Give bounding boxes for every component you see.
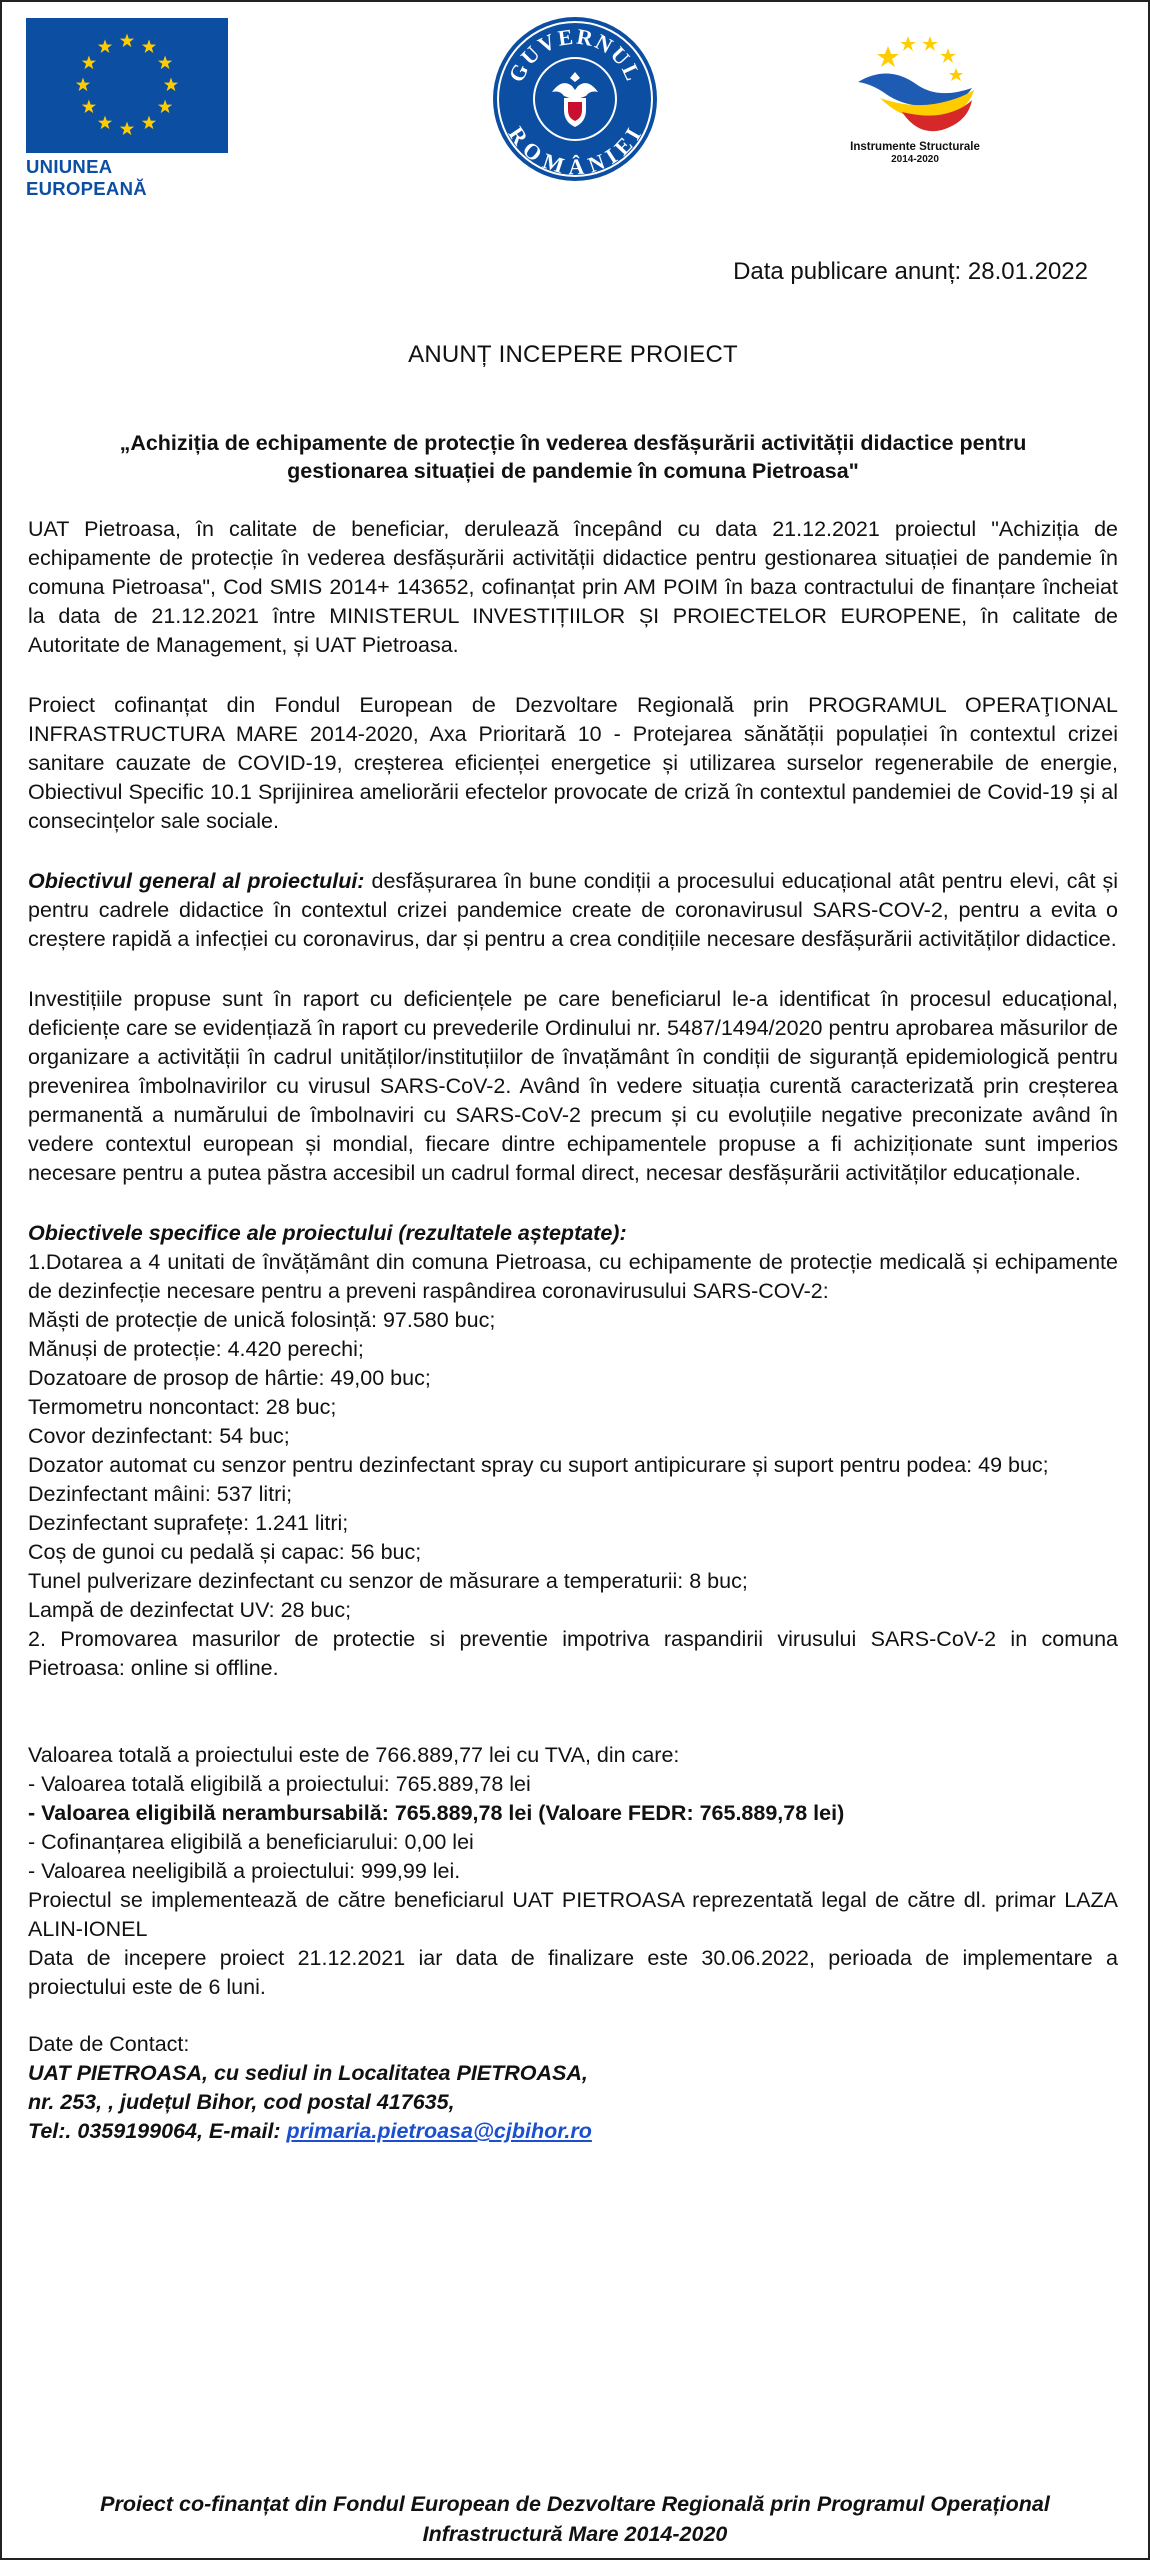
specific-objectives: [28, 1219, 1118, 1683]
instrumente-structurale-logo: [840, 24, 990, 165]
project-title: „Achiziția de echipamente de protecție în vederea desfășurării activității didactice pentru gestionarea situației de pandemie în comuna Pietroasa": [119, 431, 1027, 483]
contact-phone: Tel:. 0359199064, E-mail:: [28, 2119, 287, 2143]
contact-email-link[interactable]: primaria.pietroasa@cjbihor.ro: [286, 2119, 592, 2143]
eu-caption: UNIUNEA EUROPEANĂ: [26, 156, 147, 199]
investments-paragraph: Investițiile propuse sunt în raport cu deficiențele pe care beneficiarul le-a identificat în procesul educațional, deficiențe care se evidențiază în raport cu prevederile Ordinului nr. 5487/1494/2020 pentru aprobarea măsurilor de organizare a activității în cadrul unităților/instituțiilor de învațământ în condiții de siguranță epidemiologică pentru prevenirea îmbolnavirilor cu virusul SARS-CoV-2. Având în vedere situația curentă caracterizată prin creșterea permanentă a numărului de îmbolnaviri cu SARS-CoV-2 precum și cu evoluțiile negative preconizate având în vedere contextul european și mondial, fiecare dintre echipamentele propuse a fi achiziționate sunt imperios necesare pentru a putea păstra accesibil un cadrul formal direct, necesar desfășurării activităților educaționale.: [28, 987, 1118, 1185]
page-title: ANUNȚ INCEPERE PROIECT: [408, 341, 738, 368]
svg-text:ROMÂNIEI: ROMÂNIEI: [503, 122, 647, 180]
instrumente-years: 2014-2020: [891, 154, 939, 165]
cofinancing-value: - Cofinanțarea eligibilă a beneficiarului: 0,00 lei: [28, 1830, 474, 1854]
equipment-item: Coș de gunoi cu pedală și capac: 56 buc;: [28, 1540, 422, 1564]
general-objective-label: Obiectivul general al proiectului:: [28, 869, 365, 893]
eu-flag-icon: [26, 18, 228, 153]
total-value: Valoarea totală a proiectului este de 766.889,77 lei cu TVA, din care:: [28, 1743, 680, 1767]
contact-phone-line: [28, 2117, 1118, 2146]
footer-line-1: Proiect co-finanțat din Fondul European de Dezvoltare Regională prin Programul Operațional: [100, 2492, 1050, 2516]
contact-postal-line: nr. 253, , județul Bihor, cod postal 417635,: [28, 2090, 455, 2114]
specific-objectives-heading: Obiectivele specifice ale proiectului (rezultatele așteptate):: [28, 1221, 627, 1245]
objective-item-2: 2. Promovarea masurilor de protectie si preventie impotriva raspandirii virusului SARS-CoV-2 in comuna Pietroasa: online si offline.: [28, 1627, 1118, 1680]
instrumente-caption: Instrumente Structurale: [850, 141, 980, 153]
government-logo: [490, 14, 660, 184]
equipment-item: Mănuși de protecție: 4.420 perechi;: [28, 1337, 364, 1361]
equipment-item: Dezinfectant suprafețe: 1.241 litri;: [28, 1511, 349, 1535]
equipment-item: Lampă de dezinfectat UV: 28 buc;: [28, 1598, 352, 1622]
equipment-item: Tunel pulverizare dezinfectant cu senzor de măsurare a temperaturii: 8 buc;: [28, 1569, 748, 1593]
contact-block: [28, 2030, 1118, 2146]
government-seal-icon: [490, 14, 660, 184]
contact-address-line: UAT PIETROASA, cu sediul in Localitatea PIETROASA,: [28, 2061, 588, 2085]
publication-date: Data publicare anunț: 28.01.2022: [733, 258, 1088, 285]
funding-paragraph: Proiect cofinanțat din Fondul European de Dezvoltare Regională prin PROGRAMUL OPERAŢIONAL INFRASTRUCTURA MARE 2014-2020, Axa Prioritară 10 - Protejarea sănătății populației în contextul crizei sanitare cauzate de COVID-19, creșterea eficienței energetice și utilizarea surselor regenerabile de energie, Obiectivul Specific 10.1 Sprijinirea ameliorării efectelor provocate de criză în contextul pandemiei de Covid-19 și al consecințelor sale sociale.: [28, 693, 1118, 833]
equipment-item: Măști de protecție de unică folosință: 97.580 buc;: [28, 1308, 496, 1332]
announcement-content: [28, 257, 1118, 2146]
implementation-period: Data de incepere proiect 21.12.2021 iar data de finalizare este 30.06.2022, perioada de implementare a proiectului este de 6 luni.: [28, 1946, 1118, 1999]
objective-item-1: 1.Dotarea a 4 unitati de învățământ din comuna Pietroasa, cu echipamente de protecție medicală și echipamente de dezinfecție necesare pentru a preveni raspândirea coronavirusului SARS-COV-2:: [28, 1250, 1118, 1303]
footer-line-2: Infrastructură Mare 2014-2020: [422, 2522, 728, 2546]
nonrefundable-value: - Valoarea eligibilă nerambursabilă: 765.889,78 lei (Valoare FEDR: 765.889,78 lei): [28, 1801, 845, 1825]
footer-note: [2, 2489, 1148, 2549]
equipment-item: Dezinfectant mâini: 537 litri;: [28, 1482, 293, 1506]
equipment-item: Termometru noncontact: 28 buc;: [28, 1395, 337, 1419]
implementer-text: Proiectul se implementează de către beneficiarul UAT PIETROASA reprezentată legal de către dl. primar LAZA ALIN-IONEL: [28, 1888, 1118, 1941]
equipment-item: Dozatoare de prosop de hârtie: 49,00 buc;: [28, 1366, 431, 1390]
ineligible-value: - Valoarea neeligibilă a proiectului: 999,99 lei.: [28, 1859, 461, 1883]
general-objective-paragraph: [28, 867, 1118, 954]
contact-label: Date de Contact:: [28, 2032, 190, 2056]
svg-text:GUVERNUL: GUVERNUL: [503, 23, 647, 86]
instrumente-structurale-mark-icon: [840, 24, 990, 139]
project-values: [28, 1741, 1118, 2002]
equipment-item: Covor dezinfectant: 54 buc;: [28, 1424, 290, 1448]
equipment-list: [28, 1306, 1118, 1625]
eu-logo: [26, 18, 231, 200]
general-objective-text: desfășurarea în bune condiții a procesului educațional atât pentru elevi, cât și pentru cadrele didactice în contextul crizei pandemice create de coronavirusul SARS-COV-2, pentru a evita o creștere rapidă a infecției cu coronavirus, dar și pentru a crea condițiile necesare desfășurării activităților didactice.: [28, 869, 1119, 951]
eligible-value: - Valoarea totală eligibilă a proiectului: 765.889,78 lei: [28, 1772, 531, 1796]
equipment-item: Dozator automat cu senzor pentru dezinfectant spray cu suport antipicurare și suport pentru podea: 49 buc;: [28, 1453, 1049, 1477]
intro-paragraph: UAT Pietroasa, în calitate de beneficiar, derulează începând cu data 21.12.2021 proiectul "Achiziția de echipamente de protecție în vederea desfășurării activității didactice pentru gestionarea situației de pandemie în comuna Pietroasa", Cod SMIS 2014+ 143652, cofinanțat prin AM POIM în baza contractului de finanțare încheiat la data de 21.12.2021 între MINISTERUL INVESTIȚIILOR ȘI PROIECTELOR EUROPENE, în calitate de Autoritate de Management, și UAT Pietroasa.: [28, 517, 1118, 657]
